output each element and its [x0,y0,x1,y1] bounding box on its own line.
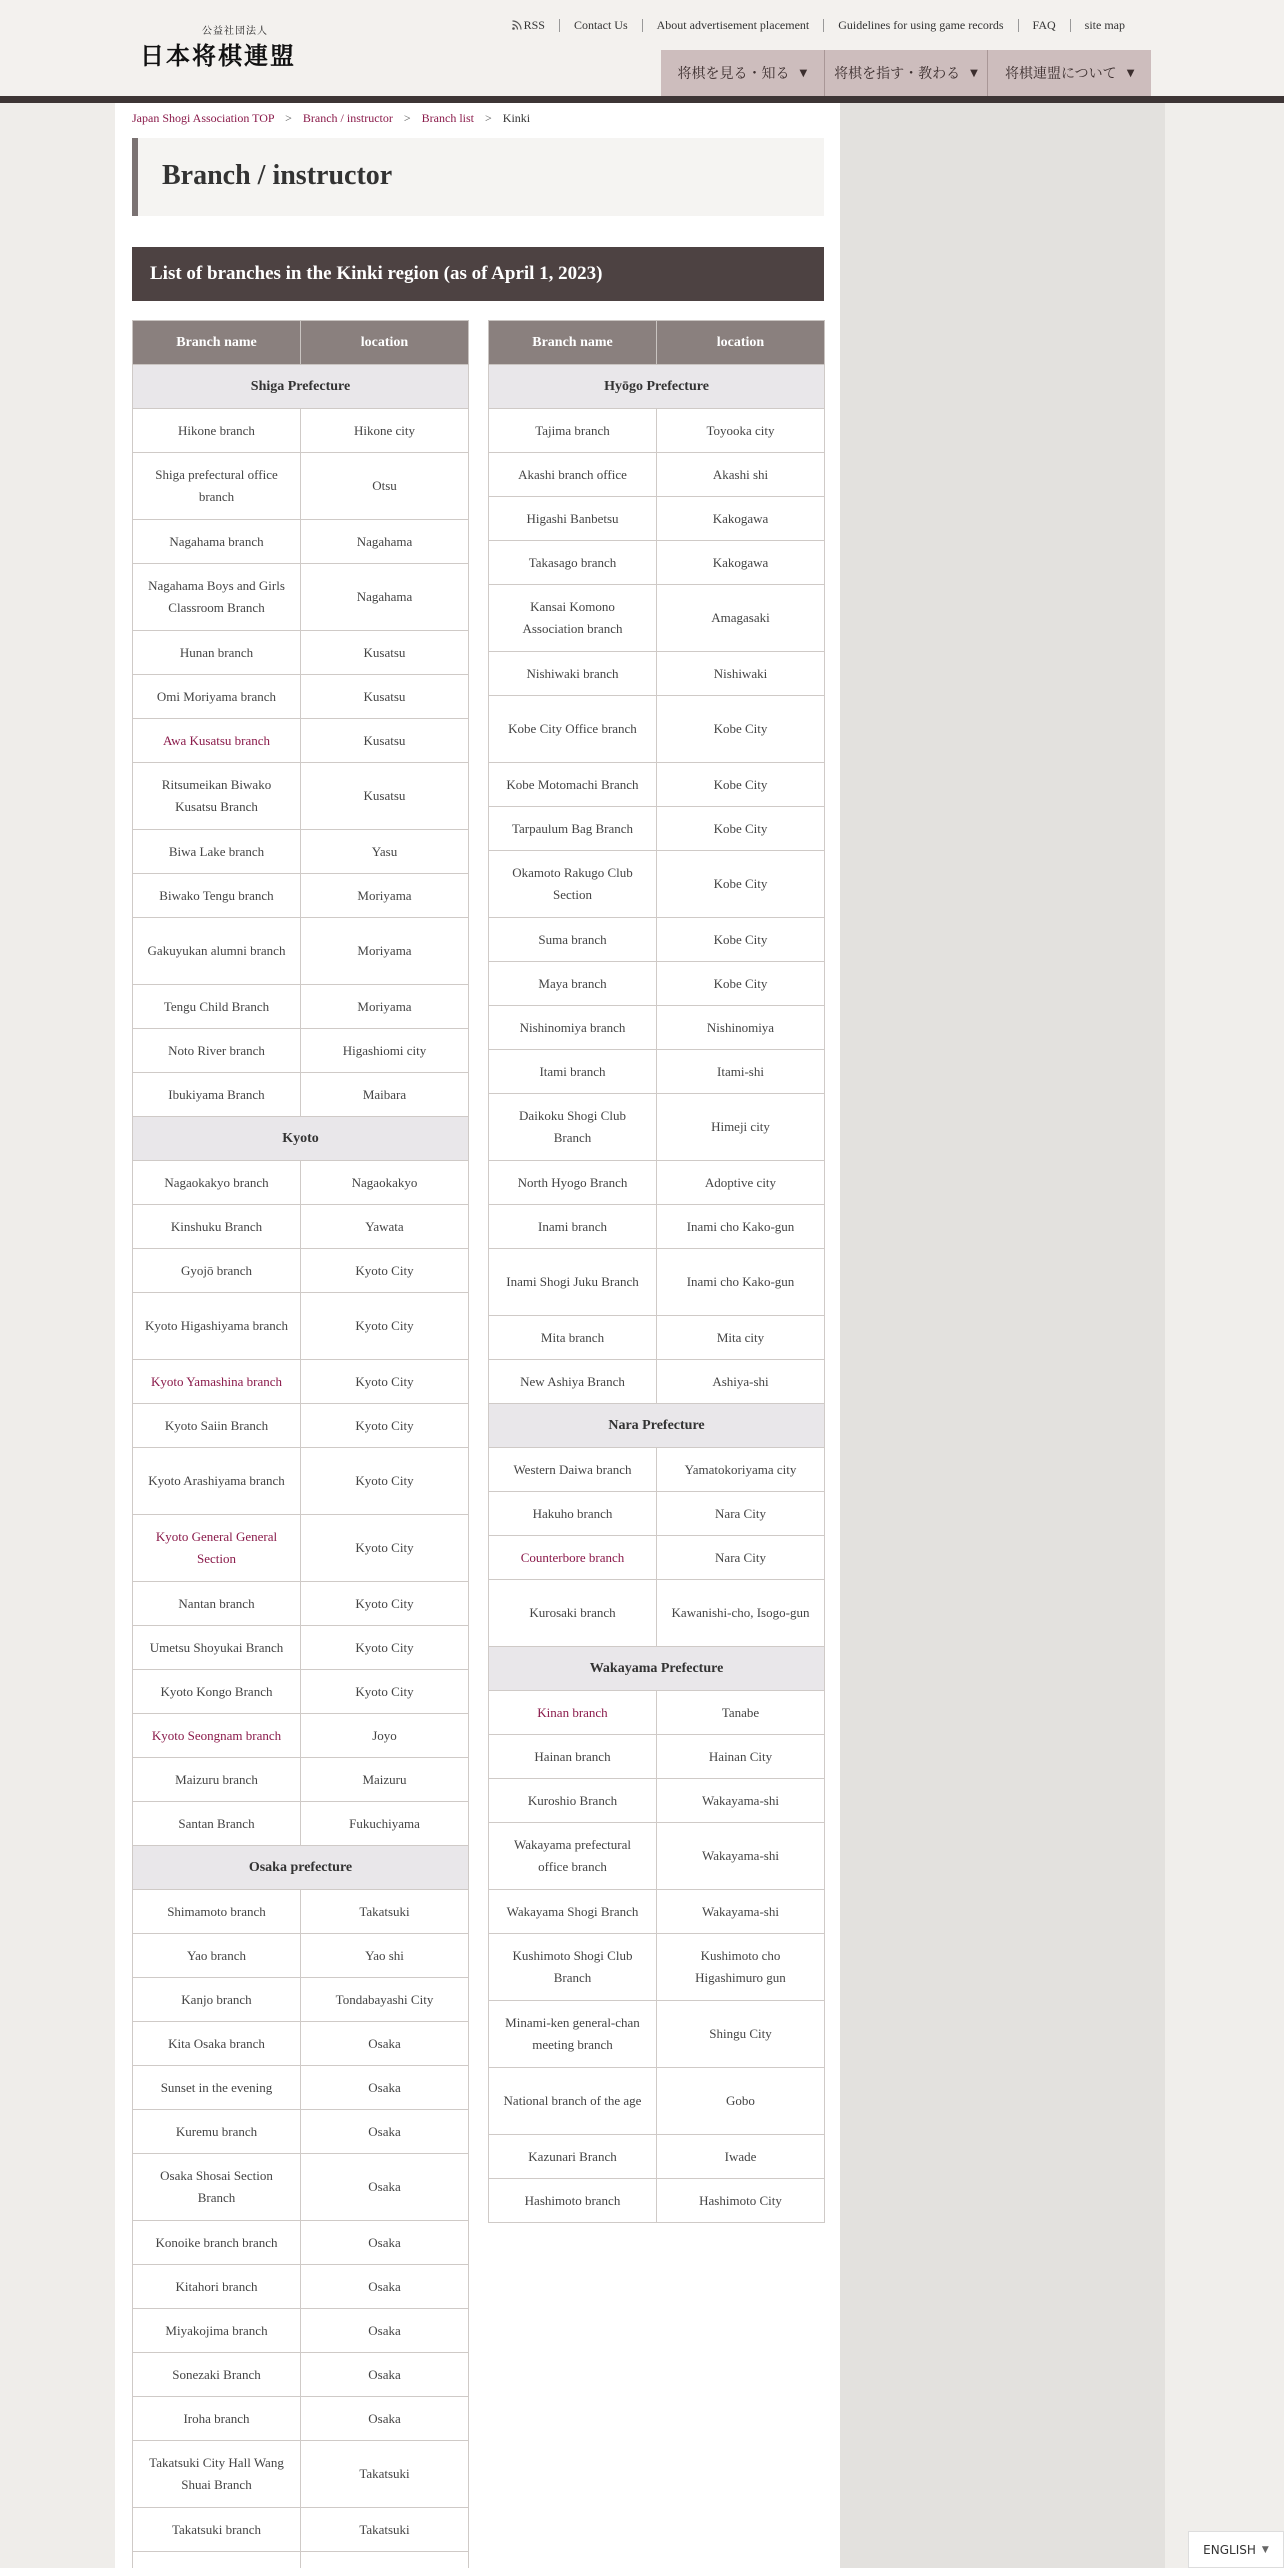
nav-watch-learn-label: 将棋を見る・知る [677,66,790,82]
table-row [489,1316,825,1360]
table-row [489,918,825,962]
breadcrumb-separator: > [403,111,411,125]
table-row [133,1404,469,1448]
location-cell: Inami cho Kako-gun [657,1205,825,1249]
table-row [133,719,469,763]
branch-name-cell: Umetsu Shoyukai Branch [133,1626,301,1670]
nav-play-teach[interactable] [824,50,988,96]
branch-name-cell: Maizuru branch [133,1758,301,1802]
table-row [489,1094,825,1161]
table-row [133,2397,469,2441]
branch-name-cell: Kobe City Office branch [489,696,657,763]
location-cell: Takatsuki [301,2441,469,2508]
breadcrumb-separator: > [485,111,492,125]
branch-name-cell: Inami branch [489,1205,657,1249]
location-cell: Kobe City [657,962,825,1006]
table-row [489,1735,825,1779]
table-row [133,1582,469,1626]
prefecture-row [489,365,825,409]
table-row [133,1714,469,1758]
branch-name-cell: Nishiwaki branch [489,652,657,696]
table-row [133,1293,469,1360]
branch-name-cell: Ibukiyama Branch [133,1073,301,1117]
table-row [133,1448,469,1515]
breadcrumb-current: Kinki [502,111,531,125]
branch-name-cell: Kyoto Saiin Branch [133,1404,301,1448]
prefecture-row [489,1404,825,1448]
location-cell: Ashiya-shi [657,1360,825,1404]
location-cell: Gobo [657,2068,825,2135]
table-row [133,830,469,874]
branch-name-cell[interactable]: Awa Kusatsu branch [133,719,301,763]
nav-about-label: 将棋連盟について [1004,66,1117,82]
branch-name-cell: Tarpaulum Bag Branch [489,807,657,851]
location-cell: Yamatokoriyama city [657,1448,825,1492]
table-row [133,1626,469,1670]
location-cell: Mita city [657,1316,825,1360]
branch-name-cell: Takatsuki branch [133,2508,301,2552]
branch-name-cell: Biwako Tengu branch [133,874,301,918]
location-cell: Yasu [301,830,469,874]
location-cell: Maibara [301,1073,469,1117]
location-cell: Himeji city [657,1094,825,1161]
location-cell: Osaka [301,2110,469,2154]
branch-name-cell: Nagaokakyo branch [133,1161,301,1205]
table-row [133,2353,469,2397]
branch-name-cell: Sunset in the evening [133,2066,301,2110]
table-row [489,2135,825,2179]
nav-watch-learn[interactable] [661,50,824,96]
table-row [489,1050,825,1094]
location-cell: Nagahama [301,520,469,564]
branch-name-cell: Kitahori branch [133,2265,301,2309]
breadcrumb-separator: > [285,111,292,125]
branch-name-cell: Takasago branch [489,541,657,585]
location-cell: Takatsuki [301,2508,469,2552]
location-cell: Nishiwaki [657,652,825,696]
branch-name-cell: Hashimoto branch [489,2179,657,2223]
branch-name-cell: Iroha branch [133,2397,301,2441]
location-cell: Kyoto City [301,1404,469,1448]
location-cell: Kawanishi-cho, Isogo-gun [657,1580,825,1647]
branch-name-cell: National branch of the age [489,2068,657,2135]
prefecture-row [489,1647,825,1691]
location-cell: Kyoto City [301,1360,469,1404]
branch-name-cell: Kurosaki branch [489,1580,657,1647]
table-row [489,1890,825,1934]
table-row [133,520,469,564]
location-cell: Takatsuki [301,1890,469,1934]
location-cell: Wakayama-shi [657,1779,825,1823]
branch-name-cell[interactable]: Kyoto General General Section [133,1515,301,1582]
branch-name-cell: Inami Shogi Juku Branch [489,1249,657,1316]
table-row [133,453,469,520]
branch-name-cell: Ritsumeikan Biwako Kusatsu Branch [133,763,301,830]
branch-name-cell: Nagahama Boys and Girls Classroom Branch [133,564,301,631]
logo-title: 日本将棋連盟 [140,41,296,70]
branch-name-cell: Okamoto Rakugo Club Section [489,851,657,918]
location-cell: Kakogawa [657,541,825,585]
table-row [489,497,825,541]
branch-name-cell: Gyojō branch [133,1249,301,1293]
location-cell: Shingu City [657,2001,825,2068]
branch-name-cell: Konoike branch branch [133,2221,301,2265]
branch-name-cell: Nishinomiya branch [489,1006,657,1050]
branch-name-cell: Omi Moriyama branch [133,675,301,719]
table-row [489,1934,825,2001]
branch-name-cell: Western Daiwa branch [489,1448,657,1492]
nav-about[interactable] [987,50,1151,96]
location-cell: Kusatsu [301,631,469,675]
location-cell: Nagahama [301,564,469,631]
table-row [133,763,469,830]
branch-name-cell: Nagahama branch [133,520,301,564]
branch-name-cell[interactable]: Kyoto Seongnam branch [133,1714,301,1758]
game-records-guidelines-link[interactable]: Guidelines for using game records [823,19,1017,32]
table-row [489,1492,825,1536]
header-divider [0,96,1284,103]
location-cell: Osaka [301,2309,469,2353]
branch-name-cell: Shimamoto branch [133,1890,301,1934]
branch-name-cell: Kobe Motomachi Branch [489,763,657,807]
table-row [489,1779,825,1823]
branch-name-cell: Hakuho branch [489,1492,657,1536]
table-row [489,962,825,1006]
table-row [133,874,469,918]
branch-name-cell[interactable]: Kinan branch [489,1691,657,1735]
location-cell: Hainan City [657,1735,825,1779]
location-cell: Yawata [301,1205,469,1249]
branch-name-cell: Shiga prefectural office branch [133,453,301,520]
chevron-down-icon: ▼ [1261,2544,1269,2555]
branch-name-cell: Gakuyukan alumni branch [133,918,301,985]
location-cell [301,2552,469,2568]
branch-name-cell: Yao branch [133,1934,301,1978]
table-row [133,2221,469,2265]
location-cell: Amagasaki [657,585,825,652]
location-cell: Kyoto City [301,1670,469,1714]
location-cell: Hashimoto City [657,2179,825,2223]
table-row [489,2068,825,2135]
location-cell: Osaka [301,2353,469,2397]
location-cell: Osaka [301,2397,469,2441]
location-cell: Iwade [657,2135,825,2179]
location-cell: Osaka [301,2066,469,2110]
prefecture-heading: Kyoto [133,1117,469,1161]
language-label: ENGLISH [1203,2542,1256,2557]
table-row [489,409,825,453]
prefecture-heading: Nara Prefecture [489,1404,825,1448]
location-cell: Osaka [301,2221,469,2265]
location-cell: Kyoto City [301,1448,469,1515]
branch-name-cell: Mita branch [489,1316,657,1360]
location-cell: Nara City [657,1492,825,1536]
location-cell: Maizuru [301,1758,469,1802]
section-title: List of branches in the Kinki region (as of April 1, 2023) [132,247,824,301]
branch-name-cell: Biwa Lake branch [133,830,301,874]
table-row [133,2508,469,2552]
branch-name-cell: Hunan branch [133,631,301,675]
table-row [489,1580,825,1647]
prefecture-heading: Osaka prefecture [133,1846,469,1890]
branch-name-cell: Wakayama Shogi Branch [489,1890,657,1934]
location-cell: Tondabayashi City [301,1978,469,2022]
branch-name-cell: Osaka Shosai Section Branch [133,2154,301,2221]
table-row [133,2552,469,2568]
faq-link[interactable]: FAQ [1018,19,1070,32]
branch-name-cell: Kinshuku Branch [133,1205,301,1249]
table-row [489,696,825,763]
branch-name-cell: Kita Osaka branch [133,2022,301,2066]
location-cell: Osaka [301,2022,469,2066]
location-cell: Tanabe [657,1691,825,1735]
location-cell: Wakayama-shi [657,1823,825,1890]
site-header [0,0,1284,96]
location-cell: Kyoto City [301,1626,469,1670]
location-cell: Otsu [301,453,469,520]
location-cell: Kyoto City [301,1249,469,1293]
table-row [133,1161,469,1205]
sitemap-link[interactable]: site map [1070,19,1139,32]
location-cell: Osaka [301,2265,469,2309]
branch-name-cell: Noto River branch [133,1029,301,1073]
logo-subtitle: 公益社団法人 [202,26,268,37]
location-cell: Nagaokakyo [301,1161,469,1205]
table-row [133,564,469,631]
location-cell: Kobe City [657,851,825,918]
table-row [133,918,469,985]
top-links [498,19,1139,32]
column-header-branch-name: Branch name [133,321,301,365]
page-title-box [132,138,824,216]
table-row [489,763,825,807]
prefecture-heading: Wakayama Prefecture [489,1647,825,1691]
location-cell: Kobe City [657,763,825,807]
breadcrumb-top[interactable]: Japan Shogi Association TOP [132,111,275,125]
location-cell: Adoptive city [657,1161,825,1205]
prefecture-row [133,1846,469,1890]
location-cell: Nara City [657,1536,825,1580]
column-header-branch-name: Branch name [489,321,657,365]
branch-table-left [132,320,469,2568]
location-cell: Osaka [301,2154,469,2221]
location-cell: Wakayama-shi [657,1890,825,1934]
table-row [133,1802,469,1846]
branch-name-cell: Kyoto Kongo Branch [133,1670,301,1714]
location-cell: Kushimoto cho Higashimuro gun [657,1934,825,2001]
branch-name-cell: North Hyogo Branch [489,1161,657,1205]
column-header-location: location [301,321,469,365]
location-cell: Kyoto City [301,1582,469,1626]
table-row [489,1691,825,1735]
location-cell: Moriyama [301,985,469,1029]
branch-name-cell: Kuroshio Branch [489,1779,657,1823]
branch-name-cell: Akashi branch office [489,453,657,497]
branch-name-cell: Daikoku Shogi Club Branch [489,1094,657,1161]
table-row [133,985,469,1029]
location-cell: Toyooka city [657,409,825,453]
caret-down-icon: ▼ [1126,67,1135,79]
prefecture-row [133,1117,469,1161]
location-cell: Kusatsu [301,675,469,719]
branch-name-cell: Kushimoto Shogi Club Branch [489,1934,657,2001]
prefecture-heading: Shiga Prefecture [133,365,469,409]
branch-name-cell: Suma branch [489,918,657,962]
location-cell: Kyoto City [301,1515,469,1582]
table-row [489,1006,825,1050]
table-row [489,2001,825,2068]
table-row [133,1758,469,1802]
table-row [489,1360,825,1404]
location-cell: Kobe City [657,807,825,851]
table-row [133,1205,469,1249]
branch-name-cell: Kyoto Higashiyama branch [133,1293,301,1360]
location-cell: Itami-shi [657,1050,825,1094]
table-row [489,1205,825,1249]
branch-name-cell: Kazunari Branch [489,2135,657,2179]
table-row [489,453,825,497]
branch-name-cell[interactable]: Kyoto Yamashina branch [133,1360,301,1404]
branch-name-cell: Minami-ken general-chan meeting branch [489,2001,657,2068]
table-row [133,409,469,453]
breadcrumb-branch-list[interactable]: Branch list [421,111,474,125]
location-cell: Inami cho Kako-gun [657,1249,825,1316]
breadcrumb-branch-instructor[interactable]: Branch / instructor [302,111,393,125]
location-cell: Kusatsu [301,763,469,830]
location-cell: Nishinomiya [657,1006,825,1050]
table-row [489,585,825,652]
table-row [133,2066,469,2110]
table-row [133,1073,469,1117]
branch-name-cell: Itami branch [489,1050,657,1094]
branch-name-cell: Takatsuki City Hall Wang Shuai Branch [133,2441,301,2508]
branch-name-cell[interactable]: Counterbore branch [489,1536,657,1580]
branch-name-cell: Maya branch [489,962,657,1006]
sidebar [840,103,1165,2568]
table-row [133,2309,469,2353]
table-row [489,1161,825,1205]
table-row [489,851,825,918]
branch-name-cell: Hikone branch [133,409,301,453]
location-cell: Kobe City [657,918,825,962]
rss-link-label: RSS [523,18,545,32]
location-cell: Kobe City [657,696,825,763]
table-row [133,1515,469,1582]
location-cell: Hikone city [301,409,469,453]
location-cell: Kyoto City [301,1293,469,1360]
column-header-location: location [657,321,825,365]
contact-link[interactable]: Contact Us [559,19,642,32]
table-row [133,2265,469,2309]
table-row [489,807,825,851]
branch-name-cell: Kuremu branch [133,2110,301,2154]
branch-table-right [488,320,825,2223]
location-cell: Fukuchiyama [301,1802,469,1846]
table-row [133,1249,469,1293]
location-cell: Moriyama [301,918,469,985]
breadcrumb [132,111,530,126]
branch-name-cell: Higashi Banbetsu [489,497,657,541]
location-cell: Higashiomi city [301,1029,469,1073]
page-margin [1165,103,1284,2568]
language-switcher[interactable] [1188,2531,1284,2568]
table-row [133,1360,469,1404]
table-row [133,2441,469,2508]
branch-name-cell: Tajima branch [489,409,657,453]
prefecture-row [133,365,469,409]
table-row [133,1029,469,1073]
branch-name-cell: Kanjo branch [133,1978,301,2022]
table-row [489,541,825,585]
branch-name-cell: Miyakojima branch [133,2309,301,2353]
branch-name-cell: Wakayama prefectural office branch [489,1823,657,1890]
branch-name-cell: Nantan branch [133,1582,301,1626]
branch-name-cell: Santan Branch [133,1802,301,1846]
nav-play-teach-label: 将棋を指す・教わる [834,66,961,82]
table-row [133,631,469,675]
branch-name-cell: Kansai Komono Association branch [489,585,657,652]
branch-name-cell: Tengu Child Branch [133,985,301,1029]
table-row [133,2022,469,2066]
location-cell: Kakogawa [657,497,825,541]
table-row [133,675,469,719]
table-row [489,1448,825,1492]
rss-link[interactable] [498,19,559,32]
branch-name-cell [133,2552,301,2568]
advertisement-link[interactable]: About advertisement placement [642,19,824,32]
location-cell: Joyo [301,1714,469,1758]
table-row [133,1670,469,1714]
table-row [133,1978,469,2022]
location-cell: Kusatsu [301,719,469,763]
table-row [489,1536,825,1580]
branch-name-cell: New Ashiya Branch [489,1360,657,1404]
branch-name-cell: Hainan branch [489,1735,657,1779]
table-row [133,1890,469,1934]
table-row [133,1934,469,1978]
page-title: Branch / instructor [162,160,393,191]
location-cell: Yao shi [301,1934,469,1978]
location-cell: Moriyama [301,874,469,918]
site-logo[interactable] [140,22,340,68]
caret-down-icon: ▼ [799,67,808,79]
prefecture-heading: Hyōgo Prefecture [489,365,825,409]
branch-name-cell: Kyoto Arashiyama branch [133,1448,301,1515]
rss-icon [512,20,522,30]
main-nav [661,50,1151,96]
table-row [133,2110,469,2154]
table-row [489,1823,825,1890]
branch-name-cell: Sonezaki Branch [133,2353,301,2397]
table-row [489,1249,825,1316]
table-row [489,652,825,696]
table-row [133,2154,469,2221]
location-cell: Akashi shi [657,453,825,497]
caret-down-icon: ▼ [970,67,978,79]
table-row [489,2179,825,2223]
